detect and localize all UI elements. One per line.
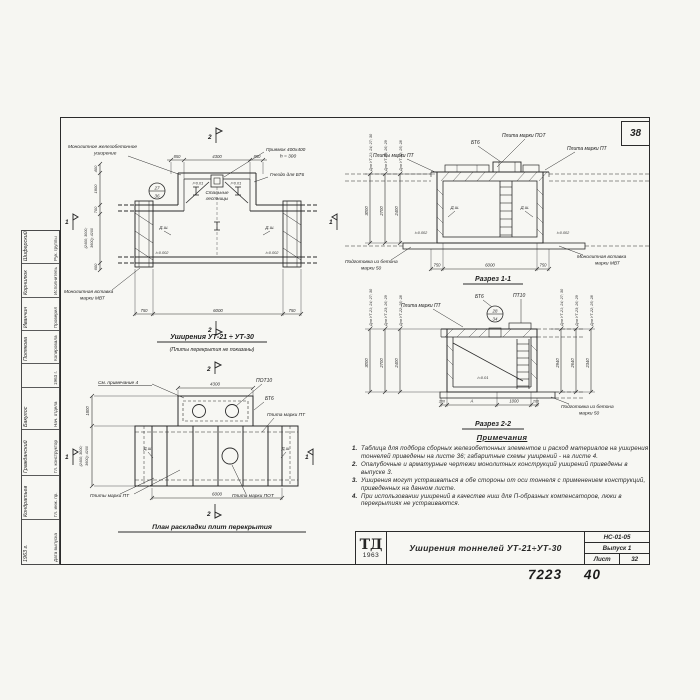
label-pit-line1: Приямок 400х400: [266, 148, 306, 153]
s1-dim-750-right: 750: [539, 262, 547, 268]
s2-label-pt: Плита марки ПТ: [401, 303, 441, 309]
plan-flag-bottom: [206, 504, 221, 518]
s2-label-prep-line2: марки 50: [579, 411, 600, 417]
note-item-4: [352, 493, 652, 509]
s1-slope-left: i=0.002: [414, 231, 428, 235]
dim-left-400: 400: [93, 165, 98, 173]
s1-col2-label: Для УТ-23; 26; 29: [384, 140, 388, 171]
stamp-role: Дата выпуска: [53, 533, 58, 562]
handwritten-inventory-number: 7223: [527, 566, 563, 583]
s1-slope-right: i=0.002: [556, 231, 570, 235]
dim-bot-left: 750: [140, 308, 148, 313]
dim-left-multi-b: 3600); 4200: [90, 228, 94, 248]
dim-top-left: 850: [173, 154, 181, 159]
widening-plan-drawing: [60, 118, 345, 360]
label-stairs-line1: Стальные: [205, 190, 229, 195]
doc-code: НС-01-05: [585, 532, 649, 543]
s1-structure: [345, 162, 650, 249]
sheet-row: [585, 554, 649, 564]
stamp-role: Гл. инж. пр.: [53, 492, 58, 517]
joint-label-right: Д.ш.: [265, 225, 275, 230]
s2-label-bt6: БТ6: [475, 294, 484, 300]
stamp-row-group-leader: [22, 231, 59, 264]
stamp-name: Корнилюк: [23, 270, 29, 295]
note-number: 2.: [352, 460, 358, 468]
dim-top-right: 850: [253, 154, 261, 159]
stamp-row-chief-designer: [22, 430, 59, 476]
note-item-1: [352, 445, 652, 461]
s1-label-insert-line1: Монолитная вставка: [577, 255, 627, 260]
stamp-role: Проверил: [53, 306, 58, 328]
s1-dim-6000: 6000: [485, 262, 495, 268]
notes-title: Примечания: [476, 433, 528, 442]
stamp-row-date: [22, 520, 59, 564]
s2-label-prep-line1: Подготовка из бетона: [561, 405, 614, 410]
stamp-row-executor: [22, 264, 59, 298]
slab-layout-plan-drawing: [62, 358, 347, 538]
s1-title: Разрез 1-1: [475, 276, 511, 283]
callout-detail-number: 27: [154, 185, 160, 191]
plan-left-dims: [90, 394, 178, 488]
stamp-role: Копировала: [53, 335, 58, 361]
plan-tunnel-band: [135, 426, 298, 486]
logo-year-text: 1963: [362, 551, 380, 559]
s1-hatching: [437, 172, 547, 235]
stamp-name: Полякова: [23, 337, 29, 361]
dim-left-1800: 1800: [93, 184, 98, 194]
s1-label-insert-line2: марки МВТ: [595, 261, 620, 267]
sheet-number: 32: [631, 555, 639, 563]
note-number: 1.: [352, 445, 358, 452]
joint-label-left: Д.ш.: [159, 225, 169, 230]
section-2-2-drawing: [345, 287, 650, 437]
plan-dim-1800: 1800: [85, 406, 90, 416]
s1-col3-dim: 2400: [394, 206, 399, 216]
s2-hatching: [445, 329, 537, 379]
s2-rcol2-dim: 2640: [570, 358, 575, 368]
dim-left-600: 600: [93, 263, 98, 271]
label-insert-line2: марки МВТ: [80, 296, 105, 302]
stamp-role: Нач. отдела: [53, 401, 58, 427]
plan-mark-1-right: 1: [305, 454, 309, 461]
note-text: Опалубочные и арматурные чертежи монолитных конструкций уширений приведены в выпуске 3.: [361, 460, 628, 476]
s2-lcol3-dim: 2400: [394, 358, 399, 368]
plan-marks-1: [65, 449, 313, 465]
dim-bot-right: 750: [288, 308, 296, 313]
drawing-title: Уширения тоннелей УТ-21÷УТ-30: [387, 532, 585, 564]
note-text: При использовании уширений в качестве ниш для П-образных компенсаторов, люки в перекрытиях не устраиваются.: [361, 492, 622, 508]
plan-mark-2-top: 2: [207, 366, 211, 373]
stamp-row-dept-head: [22, 388, 59, 430]
s2-label-pt10: ПТ10: [513, 293, 526, 299]
plan-joint-right: Д.ш.: [281, 446, 291, 451]
note-item-2: [352, 461, 652, 477]
s2-callout-bottom: 34: [492, 316, 498, 322]
plan-dim-multi-b: 3600); 4200: [85, 446, 89, 466]
drawing1-subtitle: (Плиты перекрытия не показаны): [169, 347, 255, 353]
note-text: Уширения могут устраиваться в обе стороны от оси тоннеля с применением конструкций, приведенных на данном листе.: [361, 476, 646, 492]
s2-callout-top: 28: [492, 308, 498, 314]
plan-dim-multi-a: (2400; 3000;: [79, 445, 83, 467]
label-monolith-line2: уширение: [94, 151, 117, 157]
s1-joint-right: Д.ш.: [520, 205, 530, 210]
title-block-codes: [585, 532, 649, 564]
stamp-row-year: [22, 364, 59, 388]
s1-col2-dim: 2700: [379, 206, 384, 216]
plan-top-dim: [176, 386, 255, 396]
dim-bot-mid: 6000: [213, 308, 223, 313]
slope-label-right: i=0.01: [230, 180, 242, 186]
drawing1-title: Уширения УТ-21 ÷ УТ-30: [170, 334, 254, 341]
slope2-label-left: i=0.002: [155, 250, 169, 255]
section-mark-2-bottom: 2: [208, 327, 212, 334]
label-stairs-line2: лестницы: [205, 196, 229, 201]
label-monolith-line1: Монолитное железобетонное: [68, 145, 138, 150]
notes-block: [352, 433, 652, 508]
plan-mark-1-left: 1: [65, 454, 69, 461]
s2-dim-200-right: 200: [532, 399, 540, 404]
stamp-name: Иванчин: [23, 306, 29, 328]
s2-rcol1-label: Для УТ-21; 24; 27; 30: [560, 288, 564, 326]
s1-label-bt6: БТ6: [471, 140, 480, 146]
plan-label-pt-plural: Плиты марки ПТ: [90, 494, 130, 499]
s2-lcol2-dim: 2700: [379, 358, 384, 368]
callout-sheet-number: 36: [154, 193, 160, 199]
note-number: 4.: [352, 492, 358, 500]
handwritten-page-number: 40: [583, 566, 602, 583]
stamp-row-copied-by: [22, 331, 59, 364]
tunnel-body: [118, 205, 318, 263]
s2-lcol2-label: Для УТ-23; 26; 29: [384, 295, 388, 326]
stamp-role: Исполнитель: [53, 267, 58, 295]
plan-label-pot10: ПОТ10: [256, 378, 273, 384]
s1-leaders: [391, 139, 583, 260]
s1-label-pt: Плита марки ПТ: [567, 146, 607, 152]
sheet-label: Лист: [585, 554, 620, 564]
section-1-1-drawing: [345, 117, 650, 287]
stamp-name: Бакулос: [23, 406, 29, 427]
logo-td-text: ТД: [359, 536, 383, 553]
s2-dim-200-left: 200: [438, 399, 446, 404]
stamp-row-checked-by: [22, 298, 59, 331]
section-mark-2-top: 2: [208, 134, 212, 141]
title-block: [355, 531, 650, 565]
s1-col3-label: Для УТ-22; 25; 28: [399, 140, 403, 171]
slope2-label-right: i=0.002: [265, 250, 279, 255]
corner-number-text: 38: [629, 128, 642, 139]
s2-callout: [487, 306, 503, 322]
s2-bottom-dim: [439, 392, 539, 407]
plan-mark-2-bottom: 2: [207, 511, 211, 518]
s2-lcol1-label: Для УТ-21; 24; 27; 30: [369, 288, 373, 326]
s2-dim-a: А: [470, 398, 474, 404]
stamp-name: 1963 г.: [23, 544, 29, 562]
note-item-3: [352, 477, 652, 493]
section-mark-1-right: 1: [329, 219, 333, 226]
plan-flag-top: [206, 362, 221, 374]
s2-rcol3-dim: 2340: [585, 358, 590, 368]
s1-col1-label: Для УТ-21; 24; 27; 30: [369, 133, 373, 171]
label-pit-line2: h = 300: [280, 154, 297, 160]
dim-left-700: 700: [93, 206, 98, 214]
publisher-logo: [356, 532, 387, 564]
plan-title: План раскладки плит перекрытия: [152, 524, 272, 531]
plan-label-bt6: БТ6: [265, 396, 274, 402]
s2-rcol2-label: Для УТ-23; 26; 29: [575, 295, 579, 326]
stamp-role: Рук. группы: [53, 236, 58, 261]
stamp-name: Кондратьев: [23, 485, 29, 517]
dim-left-multi-a: (2400; 3000;: [84, 227, 88, 249]
label-socket-bt6: Гнездо для БТ6: [270, 173, 305, 178]
widening-structure: [178, 173, 256, 257]
s2-rcol3-label: Для УТ-22; 25; 28: [590, 295, 594, 326]
stamp-row-chief-engineer: [22, 476, 59, 520]
plan-label-pot: Плита марки ПОТ: [232, 494, 274, 499]
s1-joint-left: Д.ш.: [450, 205, 460, 210]
plan-label-pt: Плита марки ПТ: [267, 413, 306, 418]
plan-widening: [178, 396, 253, 426]
stamp-role: Гл. конструктор: [53, 439, 58, 473]
section-flag-bottom: [207, 321, 222, 335]
s2-rcol1-dim: 2940: [555, 358, 560, 368]
note-text: Таблица для подбора сборных железобетонных элементов и расход материалов на уширения тоннелей приведены на листе 36; габаритные схемы уширений - на листе 4.: [361, 445, 649, 460]
section-flag-top: [207, 128, 222, 143]
note-number: 3.: [352, 476, 358, 484]
stamp-name: Гражданский: [23, 440, 29, 473]
s1-dim-750-left: 750: [433, 262, 441, 268]
label-insert-line1: Монолитная вставка: [64, 290, 114, 295]
s1-label-pot: Плита марки ПОТ: [502, 133, 546, 139]
slope-label-left: i=0.01: [192, 180, 204, 186]
s1-label-pt-plural: Плиты марки ПТ: [373, 153, 414, 159]
stamp-rotated-content: [22, 231, 59, 564]
detail-callout-circle: [149, 183, 165, 199]
s2-structure: [440, 323, 585, 398]
s1-label-prep-line1: Подготовка из бетона: [345, 260, 398, 265]
section-mark-1-left: 1: [65, 219, 69, 226]
s1-label-prep-line2: марки 50: [361, 266, 382, 272]
s2-slope-label: i=0.01: [477, 375, 489, 380]
stamp-role: 1963 г.: [53, 371, 58, 385]
s2-lcol1-dim: 3000: [364, 358, 369, 368]
plan-dim-6000: 6000: [211, 491, 223, 497]
s1-col1-dim: 3000: [364, 206, 369, 216]
plan-joint-left: Д.ш.: [143, 446, 153, 451]
issue-number: Выпуск 1: [585, 543, 649, 554]
s2-title: Разрез 2-2: [475, 421, 511, 428]
plan-dim-4300: 4300: [209, 381, 221, 387]
plan-label-note: См. примечание 4: [98, 381, 139, 386]
dim-top-mid: 4300: [212, 154, 222, 159]
stamp-name: Шиферский: [23, 231, 29, 261]
signature-stamp-strip: [21, 230, 60, 565]
s2-lcol3-label: Для УТ-22; 25; 28: [399, 295, 403, 326]
s2-dim-1000: 1000: [509, 398, 519, 404]
